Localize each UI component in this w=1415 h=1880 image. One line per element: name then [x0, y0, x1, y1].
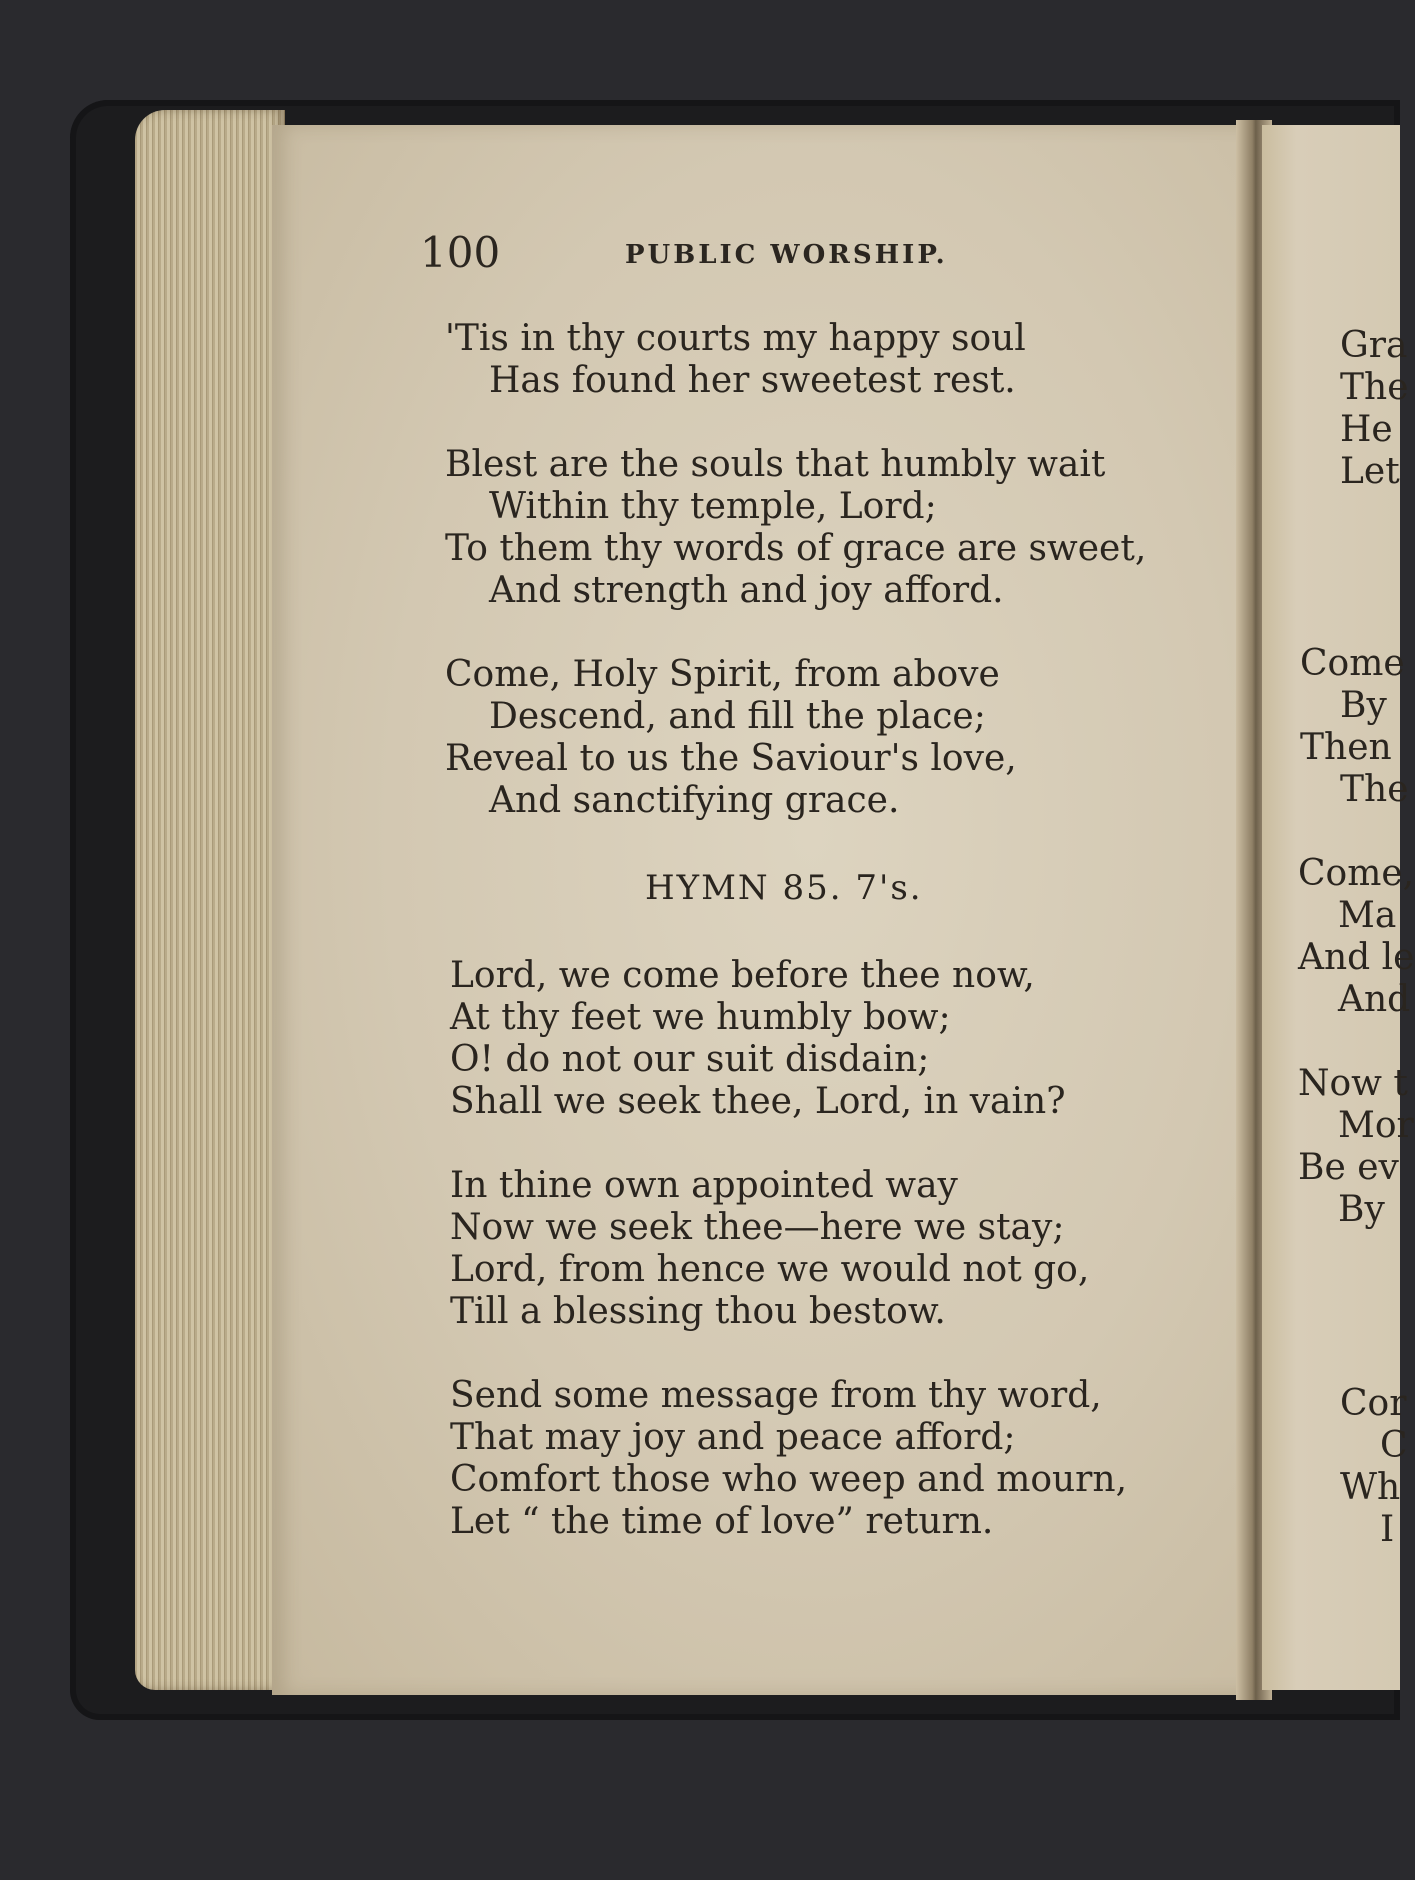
right-page-fragment: Come,: [1298, 853, 1415, 894]
right-page-fragment: Let: [1340, 451, 1400, 492]
right-page-fragment: By: [1340, 685, 1387, 726]
verse-line: Blest are the souls that humbly wait: [445, 444, 1106, 485]
verse-line: And sanctifying grace.: [489, 780, 900, 821]
stanza: [445, 318, 1205, 402]
hymn-title: HYMN 85. 7's.: [645, 868, 923, 908]
page-header: [420, 228, 1020, 278]
verse-line: Reveal to us the Saviour's love,: [445, 738, 1017, 779]
running-head: PUBLIC WORSHIP.: [625, 240, 948, 270]
right-page-fragment: Now t: [1298, 1063, 1408, 1104]
right-page-fragment: Cor: [1340, 1383, 1407, 1424]
right-page-fragment: I: [1380, 1509, 1395, 1550]
right-page-fragment: By: [1338, 1189, 1385, 1230]
verse-line: Descend, and fill the place;: [489, 696, 986, 737]
right-page-fragment: Ma: [1338, 895, 1397, 936]
verse-line: And strength and joy afford.: [489, 570, 1004, 611]
right-page-fragment: The: [1340, 769, 1409, 810]
verse-line: To them thy words of grace are sweet,: [445, 528, 1147, 569]
right-page-fragment: And le: [1298, 937, 1415, 978]
verse-line: Send some message from thy word,: [450, 1375, 1102, 1416]
verse-line: That may joy and peace afford;: [450, 1417, 1016, 1458]
stanza: [450, 1165, 1210, 1333]
verse-line: Comfort those who weep and mourn,: [450, 1459, 1128, 1500]
right-page-fragment: Come: [1300, 643, 1405, 684]
stanza: [450, 1375, 1210, 1543]
page-edges: [135, 110, 285, 1690]
verse-line: Lord, from hence we would not go,: [450, 1249, 1090, 1290]
verse-line: In thine own appointed way: [450, 1165, 958, 1206]
verse-line: Come, Holy Spirit, from above: [445, 654, 1000, 695]
right-page-fragment: Gra: [1340, 325, 1408, 366]
hymn-84-continuation: [445, 318, 1205, 864]
right-page-fragment: And: [1338, 979, 1411, 1020]
stanza: [445, 654, 1205, 822]
page-number: 100: [420, 228, 501, 277]
hymn-85: [450, 955, 1210, 1585]
right-page-fragment: C: [1380, 1425, 1408, 1466]
verse-line: Has found her sweetest rest.: [489, 360, 1016, 401]
right-page-fragment: Mor: [1338, 1105, 1414, 1146]
verse-line: Lord, we come before thee now,: [450, 955, 1035, 996]
verse-line: Till a blessing thou bestow.: [450, 1291, 946, 1332]
verse-line: Let “ the time of love” return.: [450, 1501, 994, 1542]
right-page-fragment: Wh: [1340, 1467, 1401, 1508]
stanza: [445, 444, 1205, 612]
verse-line: O! do not our suit disdain;: [450, 1039, 930, 1080]
right-page-fragment: He: [1340, 409, 1393, 450]
verse-line: 'Tis in thy courts my happy soul: [445, 318, 1026, 359]
right-page-text: [1298, 325, 1415, 1625]
verse-line: Within thy temple, Lord;: [489, 486, 937, 527]
right-page-fragment: Be ev: [1298, 1147, 1399, 1188]
right-page-fragment: The: [1340, 367, 1409, 408]
verse-line: Shall we seek thee, Lord, in vain?: [450, 1081, 1066, 1122]
verse-line: At thy feet we humbly bow;: [450, 997, 951, 1038]
stanza: [450, 955, 1210, 1123]
right-page-fragment: Then: [1300, 727, 1392, 768]
verse-line: Now we seek thee—here we stay;: [450, 1207, 1065, 1248]
